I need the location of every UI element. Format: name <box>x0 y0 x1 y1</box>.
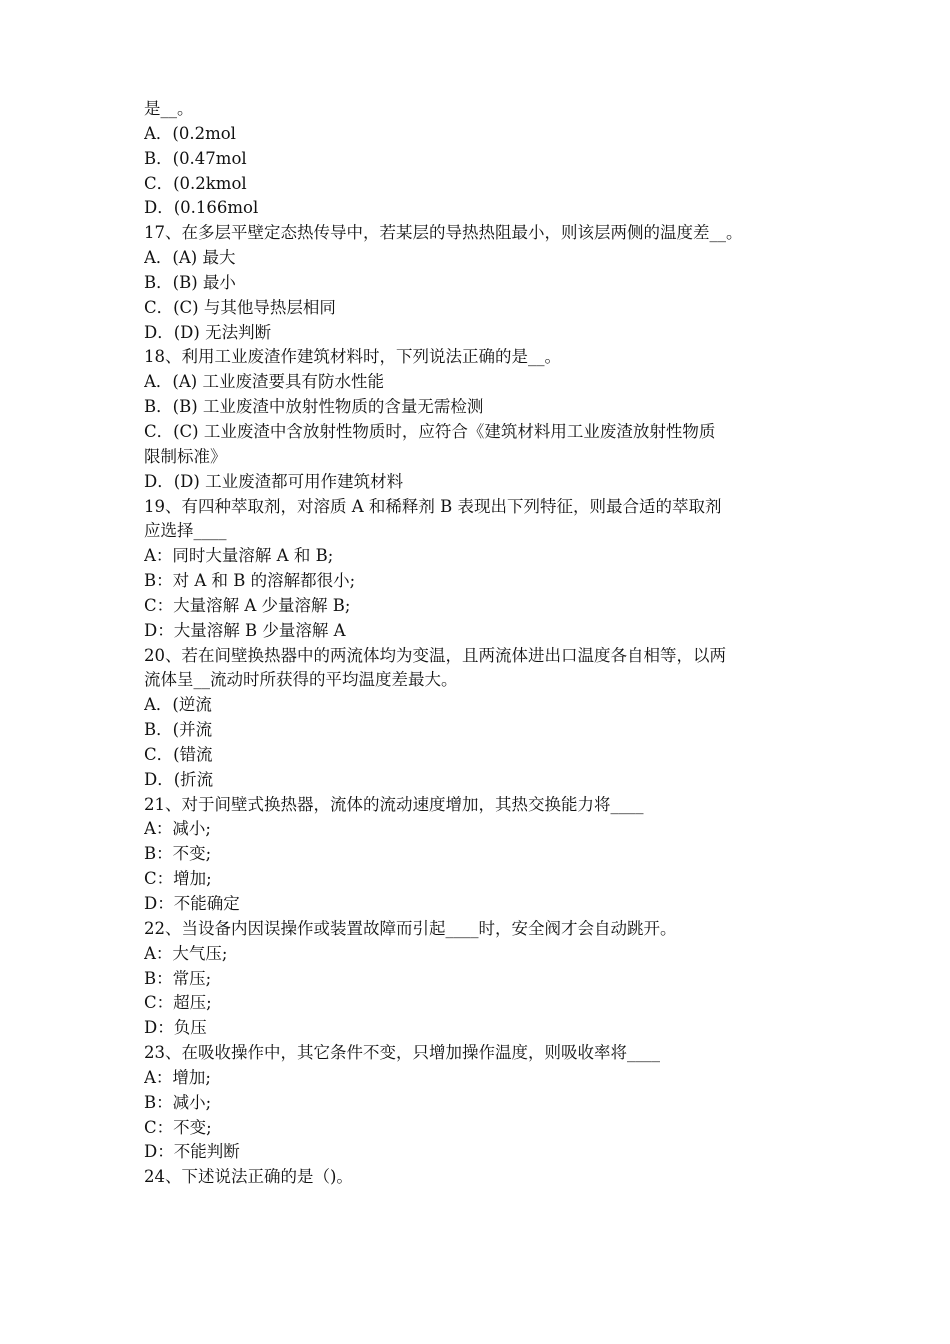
option-line: B．(B) 工业废渣中放射性物质的含量无需检测 <box>144 397 484 417</box>
option-line: C：大量溶解 A 少量溶解 B; <box>144 595 351 615</box>
option-line: D：不能判断 <box>144 1142 240 1162</box>
option-line: B：不变; <box>144 844 212 864</box>
option-line: D：不能确定 <box>144 894 240 913</box>
question-23: 23、在吸收操作中，其它条件不变，只增加操作温度，则吸收率将____ <box>144 1043 660 1063</box>
question-17: 17、在多层平壁定态热传导中，若某层的导热热阻最小，则该层两侧的温度差__。 <box>144 223 743 243</box>
option-line: C．(0.2kmol <box>144 173 247 193</box>
option-line: A．(A) 工业废渣要具有防水性能 <box>144 372 384 392</box>
option-line: B：对 A 和 B 的溶解都很小; <box>144 571 356 591</box>
option-line: A．(A) 最大 <box>144 248 236 268</box>
question-24: 24、下述说法正确的是（)。 <box>144 1167 353 1187</box>
option-line: A：大气压; <box>144 943 228 963</box>
option-line: C：不变; <box>144 1117 212 1137</box>
option-line: B．(0.47mol <box>144 148 247 168</box>
question-19-continued: 应选择____ <box>144 521 227 541</box>
question-22: 22、当设备内因误操作或装置故障而引起____时，安全阀才会自动跳开。 <box>144 918 677 938</box>
option-line: B．(B) 最小 <box>144 272 236 292</box>
option-line: B：减小; <box>144 1092 212 1112</box>
option-line: A：增加; <box>144 1067 211 1087</box>
question-19: 19、有四种萃取剂，对溶质 A 和稀释剂 B 表现出下列特征，则最合适的萃取剂 <box>144 496 722 516</box>
option-line: D．(D) 工业废渣都可用作建筑材料 <box>144 471 404 491</box>
option-line: A．(0.2mol <box>144 123 236 143</box>
text-line: 是__。 <box>144 99 194 118</box>
question-20: 20、若在间壁换热器中的两流体均为变温，且两流体进出口温度各自相等，以两 <box>144 645 726 665</box>
question-21: 21、对于间壁式换热器，流体的流动速度增加，其热交换能力将____ <box>144 794 644 814</box>
question-20-continued: 流体呈__流动时所获得的平均温度差最大。 <box>144 670 458 690</box>
option-line: B．(并流 <box>144 720 213 740</box>
option-line: D．(折流 <box>144 769 214 789</box>
option-line: D：负压 <box>144 1018 207 1038</box>
option-line: D．(0.166mol <box>144 198 259 218</box>
option-line: A．(逆流 <box>144 695 212 715</box>
option-line: B：常压; <box>144 968 212 988</box>
option-line: A：同时大量溶解 A 和 B; <box>144 546 334 566</box>
question-18: 18、利用工业废渣作建筑材料时，下列说法正确的是__。 <box>144 347 561 367</box>
option-line: C：超压; <box>144 993 212 1013</box>
option-line: D．(D) 无法判断 <box>144 322 272 342</box>
option-line: A：减小; <box>144 819 211 839</box>
option-line: C．(C) 工业废渣中含放射性物质时，应符合《建筑材料用工业废渣放射性物质 <box>144 421 716 441</box>
document-body <box>144 97 816 1190</box>
option-line: D：大量溶解 B 少量溶解 A <box>144 620 346 640</box>
option-line: C．(错流 <box>144 744 213 764</box>
option-line: C．(C) 与其他导热层相同 <box>144 297 336 317</box>
option-line: C：增加; <box>144 869 212 889</box>
option-line-continued: 限制标准》 <box>144 446 227 466</box>
